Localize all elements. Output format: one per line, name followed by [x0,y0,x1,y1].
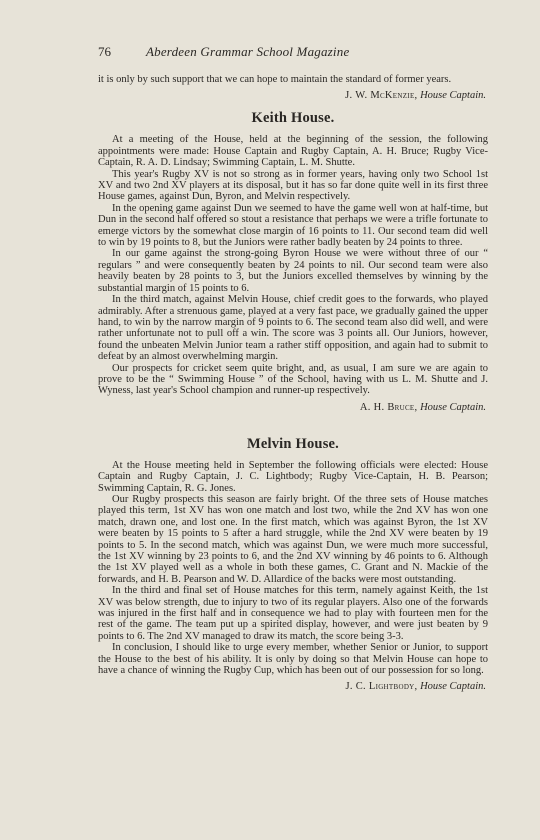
melvin-paragraph: At the House meeting held in September the following officials were elected: House Captain and Rugby Captain, J. C. Lightbody; Rugby Vice-Captain, H. B. Pearson; Swimming Captain, R. G. Jones. [98,459,488,494]
keith-paragraph: In the opening game against Dun we seemed to have the game well won at half-time, but Dun in the second half offered so stout a resistance that perhaps we were a trifle fortunate to emerge victors by the somewhat close margin of 16 points to 11. Our second team did well to win by 19 points to 8, but the Juniors were rather badly beaten by 24 points to three. [98,202,488,249]
intro-signature [98,90,488,102]
melvin-paragraph: Our Rugby prospects this season are fairly bright. Of the three sets of House matches played this term, 1st XV has won one match and lost two, while the 2nd XV has won one match, drawn one, and lost one. In the first match, which was against Byron, the 1st XV were beaten by 15 points to 5 after a hard struggle, while the 2nd XV were beaten by 19 points to 5. In the second match, which was against Dun, we were much more successful, the 1st XV winning by 23 points to 6, and the 2nd XV winning by 46 points to 6. Although the 1st XV played well as a whole in both these games, C. Grant and N. Mackie of the forwards, and H. B. Pearson and W. D. Allardice of the backs were most outstanding. [98,493,488,585]
keith-paragraph: At a meeting of the House, held at the beginning of the session, the following appointments were made: House Captain and Rugby Captain, A. H. Bruce; Rugby Vice-Captain, R. A. D. Lindsay; Swimming Captain, L. M. Shutte. [98,134,488,169]
intro-paragraph: it is only by such support that we can hope to maintain the standard of former years. [98,74,452,85]
signature-name: J. C. Lightbody, [345,681,418,693]
page-number: 76 [98,44,111,59]
melvin-signature [98,681,488,693]
keith-house-section [98,110,488,413]
intro-section [98,74,488,102]
signature-role: House Captain. [420,681,486,693]
melvin-paragraph: In the third and final set of House matches for this term, namely against Keith, the 1st XV was below strength, due to injury to two of its regular players. Also one of the forwards was injured in the first half and in consequence we had to play with fourteen men for the rest of the game. The team put up a spirited display, however, and were just beaten by 9 points to 6. The 2nd XV managed to draw its match, the score being 3-3. [98,585,488,642]
signature-name: A. H. Bruce, [359,401,418,413]
melvin-house-heading: Melvin House. [246,435,339,452]
signature-role: House Captain. [420,90,486,102]
melvin-house-section [98,436,488,694]
melvin-paragraph: In conclusion, I should like to urge every member, whether Senior or Junior, to support the House to the best of his ability. It is only by doing so that Melvin House can hope to have a chance of winning the Rugby Cup, which has been out of our possession for so long. [98,642,488,677]
signature-name: J. W. McKenzie, [345,90,418,102]
signature-role: House Captain. [420,401,486,413]
keith-signature [98,402,488,414]
keith-paragraph: In the third match, against Melvin House, chief credit goes to the forwards, who played admirably. After a strenuous game, played at a very fast pace, we gradually gained the upper hand, to win by the narrow margin of 9 points to 6. The second team also did well, and were rather unfortunate not to pull off a win. The score was 3 points all. Our Juniors, however, found the unbeaten Melvin Junior team a rather stiff opposition, and again had to submit to defeat by an almost overwhelming margin. [98,294,488,363]
keith-paragraph: This year's Rugby XV is not so strong as in former years, having only two School 1st XV and two 2nd XV players at its disposal, but it has so far done quite well in its first three House games, against Dun, Byron, and Melvin respectively. [98,168,488,203]
journal-title: Aberdeen Grammar School Magazine [146,44,350,59]
keith-paragraph: In our game against the strong-going Byron House we were without three of our “ regulars ” and were consequently beaten by 24 points to nil. Our second team were also heavily beaten by 28 points to 3, but the Juniors excelled themselves by winning by the substantial margin of 15 points to 6. [98,248,488,294]
running-head [98,44,488,60]
keith-house-heading: Keith House. [251,110,335,127]
keith-paragraph: Our prospects for cricket seem quite bright, and, as usual, I am sure we are again to prove to be the “ Swimming House ” of the School, having with us L. M. Shutte and J. Wyness, last year's School champion and runner-up respectively. [98,362,488,397]
